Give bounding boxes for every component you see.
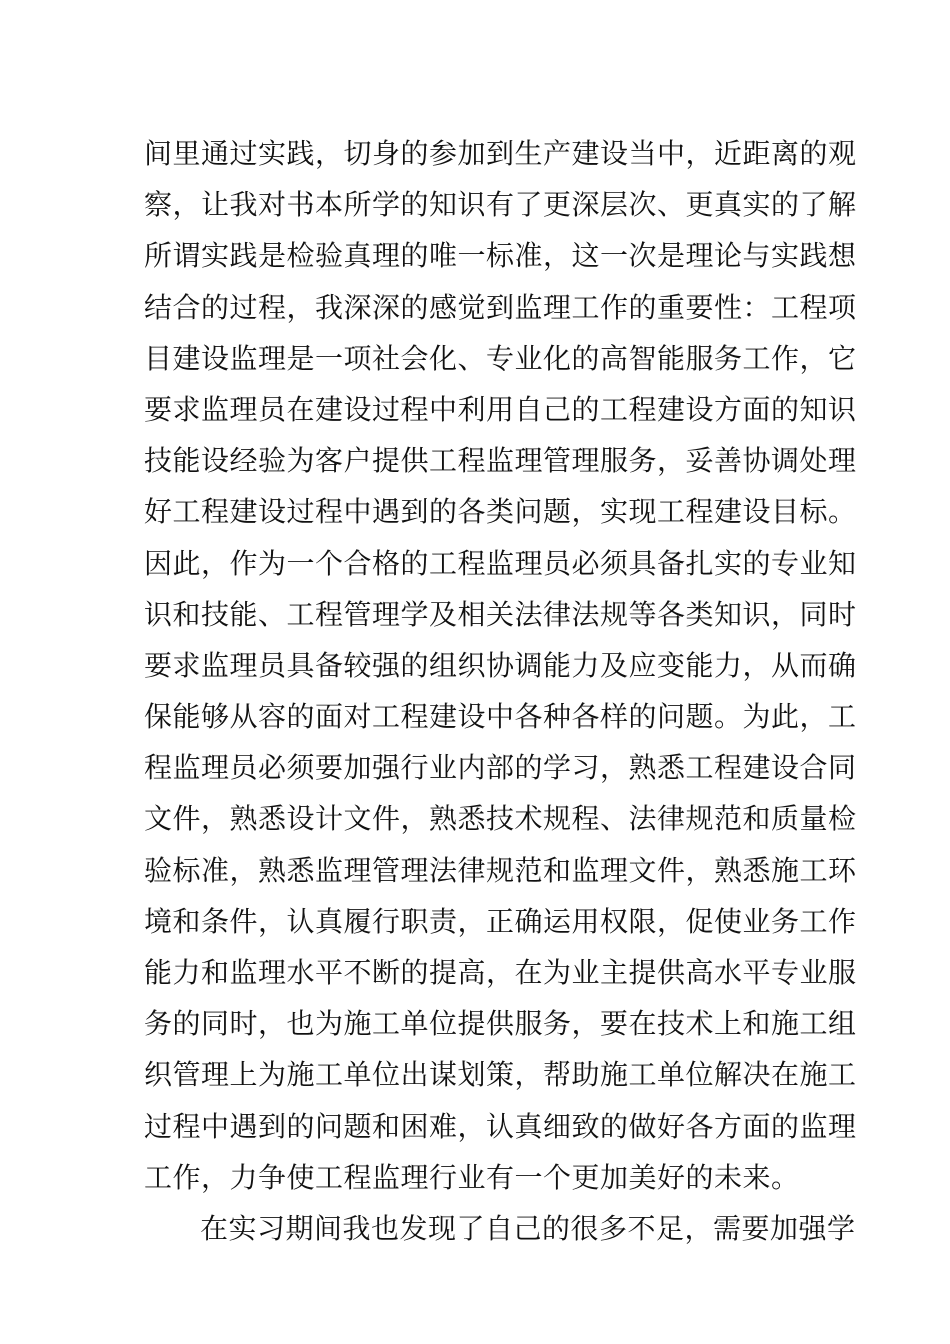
text-line: 识和技能、工程管理学及相关法律法规等各类知识，同时 [144,597,857,631]
text-line: 验标准，熟悉监理管理法律规范和监理文件，熟悉施工环 [144,853,857,887]
body-text [144,128,857,1254]
text-line: 要求监理员具备较强的组织协调能力及应变能力，从而确 [144,648,857,682]
text-line: 察，让我对书本所学的知识有了更深层次、更真实的了解 [144,188,857,222]
text-line: 程监理员必须要加强行业内部的学习，熟悉工程建设合同 [144,751,857,785]
text-line: 织管理上为施工单位出谋划策，帮助施工单位解决在施工 [144,1058,857,1092]
text-line: 结合的过程，我深深的感觉到监理工作的重要性：工程项 [144,290,857,324]
text-line: 技能设经验为客户提供工程监理管理服务，妥善协调处理 [144,444,857,478]
text-line: 因此，作为一个合格的工程监理员必须具备扎实的专业知 [144,546,857,580]
paragraph-start-line: 在实习期间我也发现了自己的很多不足，需要加强学 [200,1211,856,1245]
text-line: 能力和监理水平不断的提高，在为业主提供高水平专业服 [144,956,857,989]
text-line: 文件，熟悉设计文件，熟悉技术规程、法律规范和质量检 [144,802,857,836]
text-line: 目建设监理是一项社会化、专业化的高智能服务工作，它 [144,341,857,375]
text-line: 所谓实践是检验真理的唯一标准，这一次是理论与实践想 [144,239,857,273]
text-line: 保能够从容的面对工程建设中各种各样的问题。为此，工 [144,700,857,734]
text-line: 务的同时，也为施工单位提供服务，要在技术上和施工组 [144,1007,857,1041]
text-line: 工作，力争使工程监理行业有一个更加美好的未来。 [144,1160,800,1194]
text-line: 间里通过实践，切身的参加到生产建设当中，近距离的观 [144,137,857,170]
text-line: 过程中遇到的问题和困难，认真细致的做好各方面的监理 [144,1109,857,1143]
text-line: 要求监理员在建设过程中利用自己的工程建设方面的知识 [144,392,857,426]
text-line: 境和条件，认真履行职责，正确运用权限，促使业务工作 [144,904,857,938]
text-line: 好工程建设过程中遇到的各类问题，实现工程建设目标。 [144,495,857,529]
